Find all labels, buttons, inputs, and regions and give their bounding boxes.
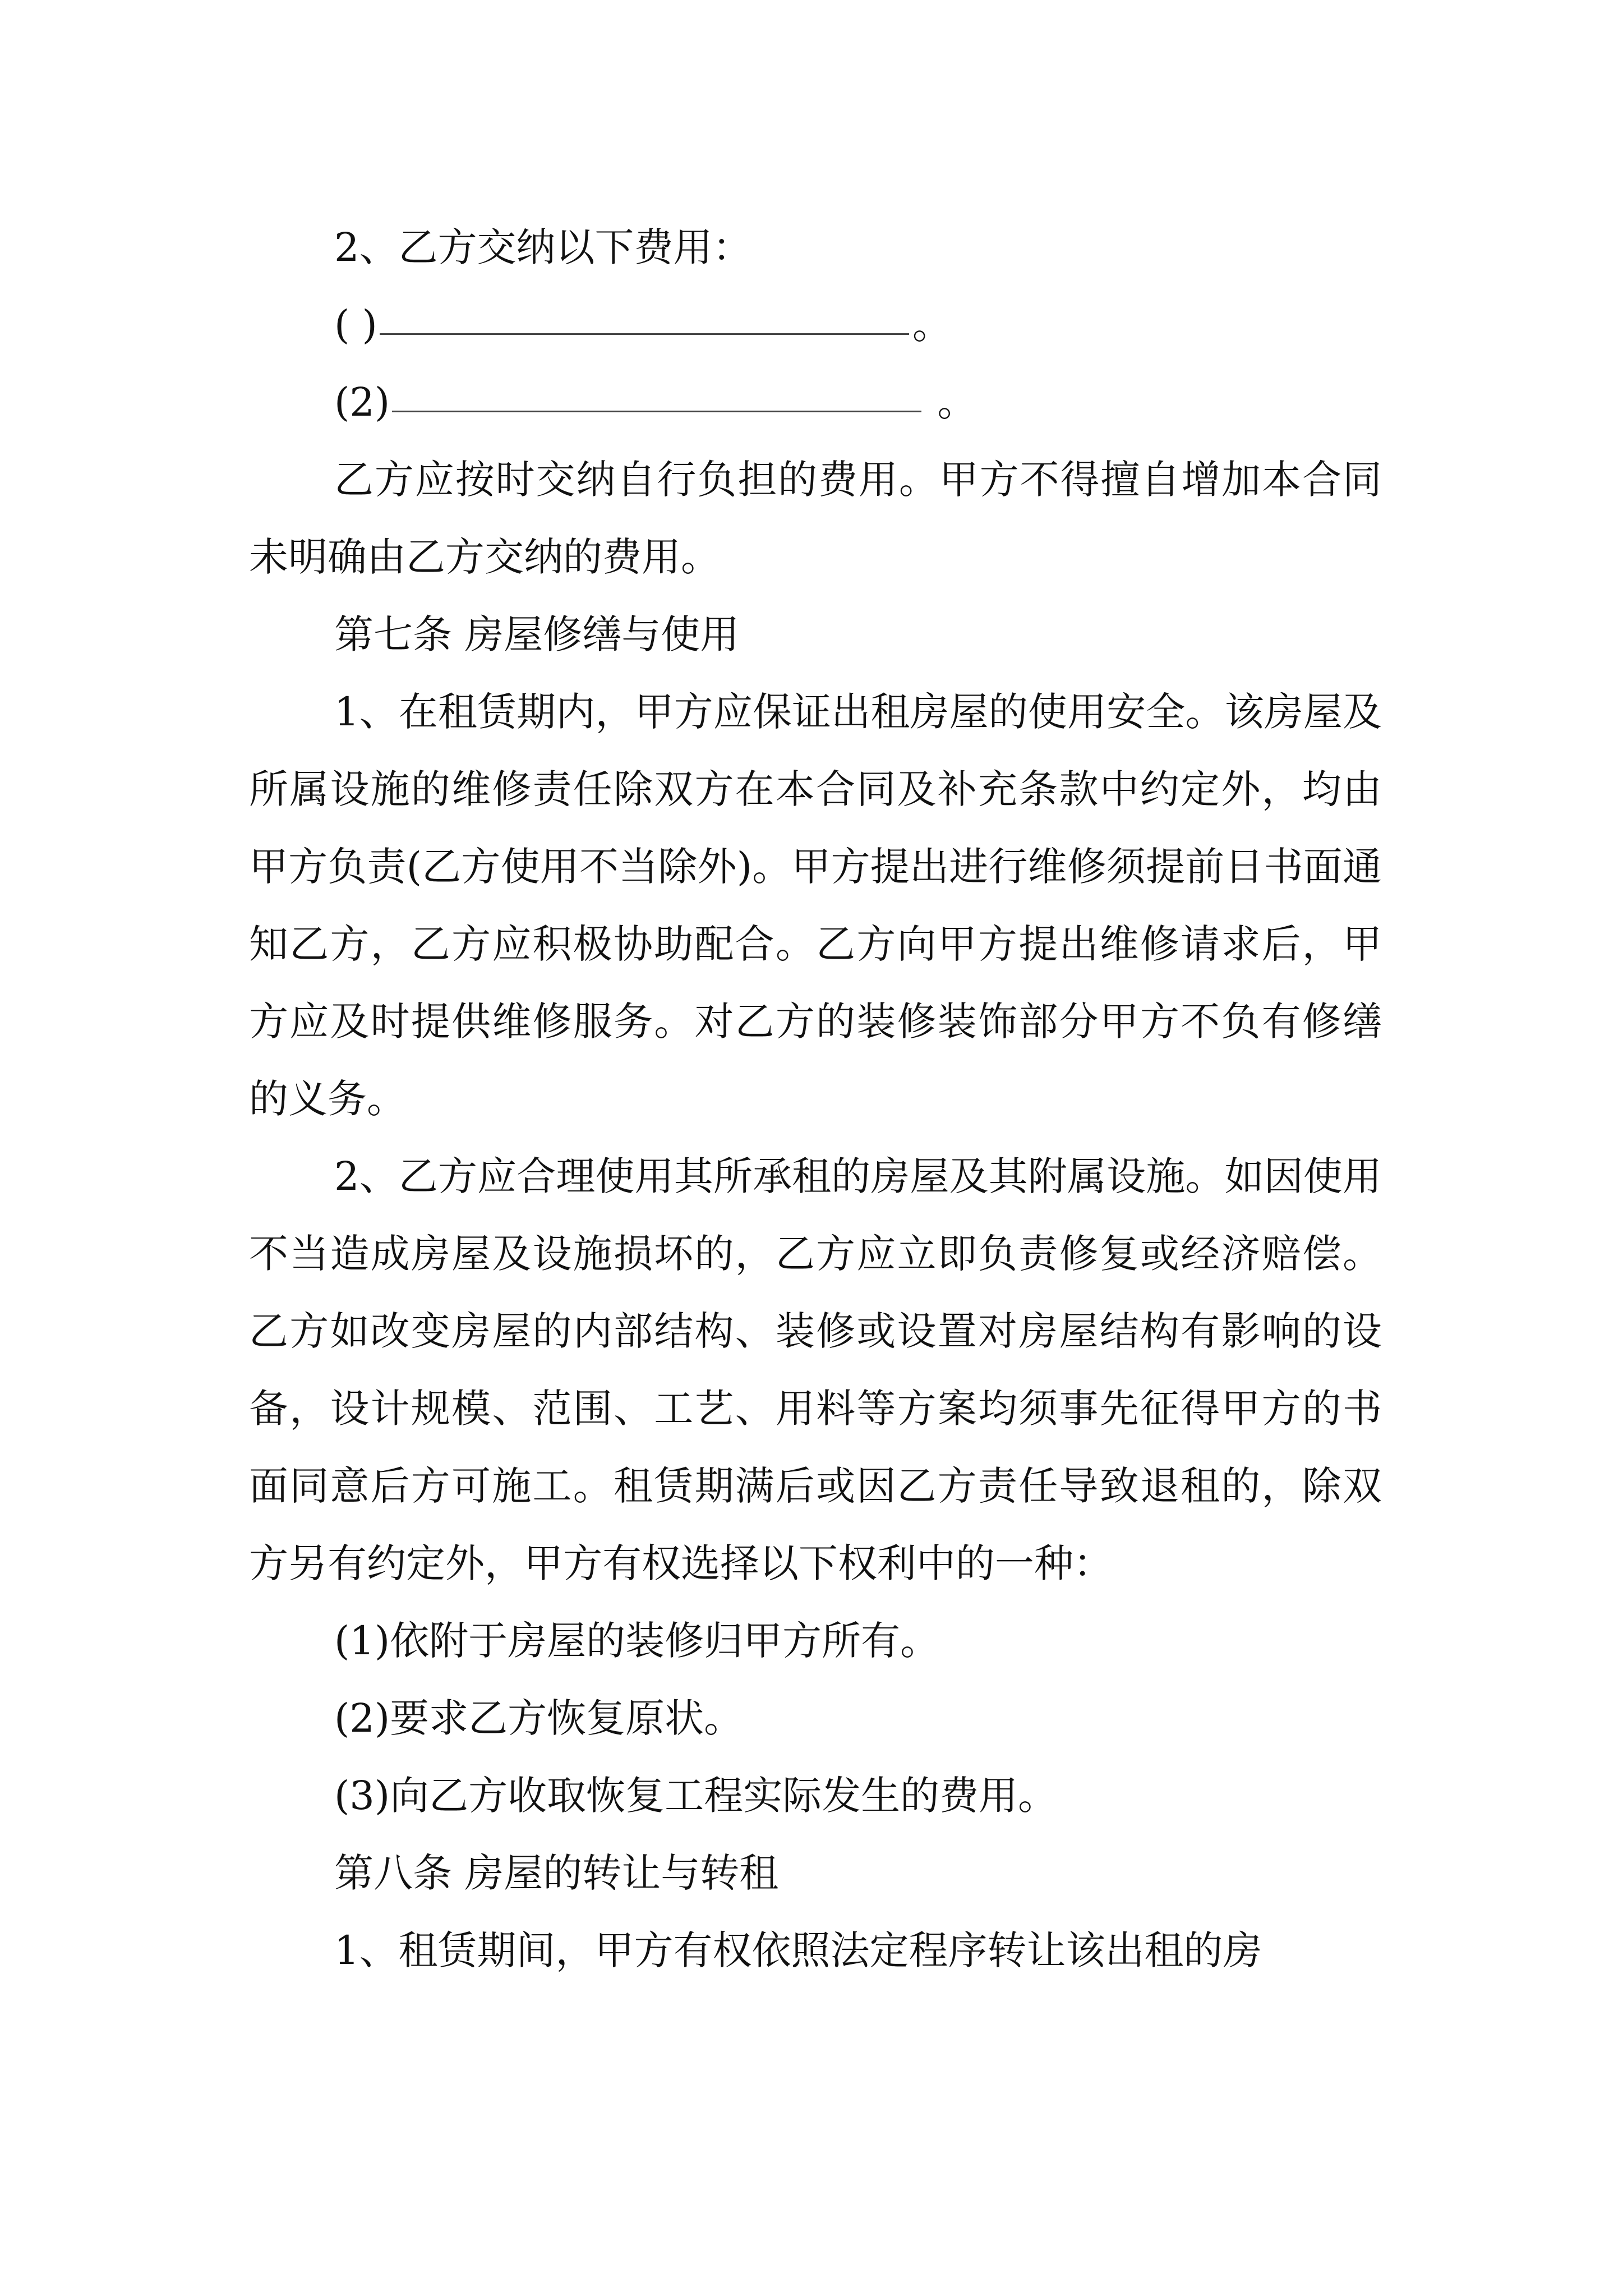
option-1: (1)依附于房屋的装修归甲方所有。: [334, 1618, 940, 1664]
article-8-title: 第八条 房屋的转让与转租: [334, 1850, 779, 1896]
article-7-title: 第七条 房屋修缮与使用: [334, 611, 740, 657]
option-3: (3)向乙方收取恢复工程实际发生的费用。: [334, 1773, 1058, 1819]
fee-item-1-end: 。: [912, 302, 952, 348]
fee-item-1-label: ( ): [334, 302, 377, 348]
fee-item-1: [249, 286, 1382, 364]
fee-item-2: [249, 364, 1382, 441]
document-body: [249, 209, 1382, 1989]
fee-item-2-blank[interactable]: [392, 411, 921, 412]
fees-heading: 2、乙方交纳以下费用：: [334, 224, 752, 270]
fee-item-1-blank[interactable]: [380, 333, 909, 335]
fee-item-2-label: (2): [334, 379, 390, 425]
fee-item-2-end: 。: [925, 379, 977, 425]
article-7-clause-2: 2、乙方应合理使用其所承租的房屋及其附属设施。如因使用不当造成房屋及设施损坏的，乙方应立即负责修复或经济赔偿。乙方如改变房屋的内部结构、装修或设置对房屋结构有影响的设备，设计规模、范围、工艺、用料等方案均须事先征得甲方的书面同意后方可施工。租赁期满后或因乙方责任导致退租的，除双方另有约定外，甲方有权选择以下权利中的一种：: [249, 1153, 1382, 1586]
article-8-clause-1: 1、租赁期间，甲方有权依照法定程序转让该出租的房: [334, 1927, 1262, 1973]
option-2: (2)要求乙方恢复原状。: [334, 1695, 744, 1741]
article-7-clause-1: 1、在租赁期内，甲方应保证出租房屋的使用安全。该房屋及所属设施的维修责任除双方在本合同及补充条款中约定外，均由甲方负责(乙方使用不当除外)。甲方提出进行维修须提前日书面通知乙方，乙方应积极协助配合。乙方向甲方提出维修请求后，甲方应及时提供维修服务。对乙方的装修装饰部分甲方不负有修缮的义务。: [249, 689, 1382, 1122]
fee-note: 乙方应按时交纳自行负担的费用。甲方不得擅自增加本合同未明确由乙方交纳的费用。: [249, 457, 1382, 580]
